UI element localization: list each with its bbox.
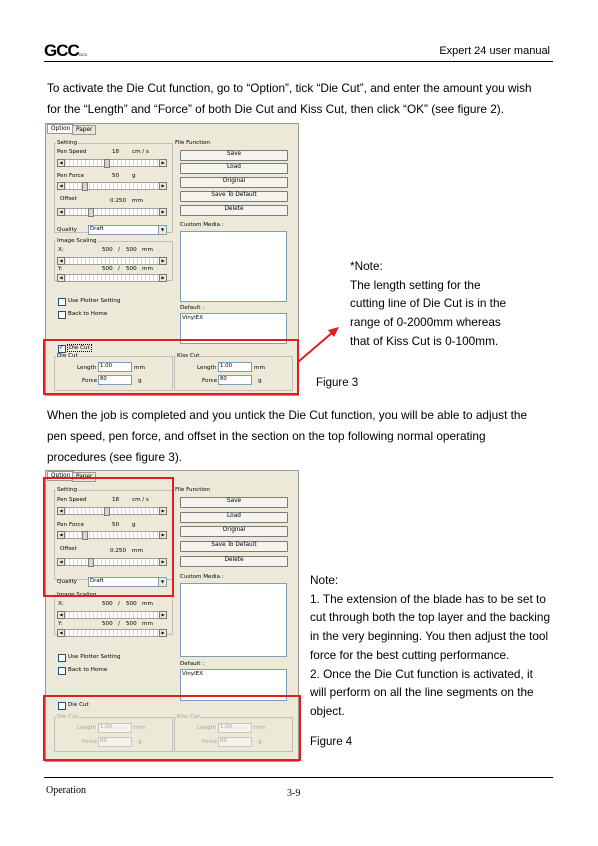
intro-line: To activate the Die Cut function, go to “Option”, tick “Die Cut”, and enter the amount you wish [47, 81, 532, 95]
scale-y-slider[interactable] [57, 274, 167, 282]
logo-main: GCC [44, 41, 79, 60]
scale-x-slider[interactable] [57, 611, 167, 619]
note-line: range of 0-2000mm whereas [350, 315, 501, 330]
custom-media-label: Custom Media : [180, 222, 224, 228]
die-length-input[interactable]: 1.00 [98, 723, 132, 733]
arrow-icon [295, 320, 345, 365]
note-line: Note: [310, 573, 339, 587]
slider-right-icon[interactable]: ▶ [159, 611, 167, 619]
die-cut-label: Die Cut [69, 345, 90, 351]
die-cut-label: Die Cut [68, 702, 89, 708]
note-line: 2. Once the Die Cut function is activated, it [310, 666, 533, 681]
note-line: cut through both the top layer and the backing [310, 610, 551, 625]
slider-left-icon[interactable]: ◀ [57, 629, 65, 637]
note-1 [350, 257, 550, 351]
die-cut-disabled-highlight-box [43, 695, 301, 761]
intro-paragraph [47, 78, 562, 120]
slider-left-icon[interactable]: ◀ [57, 611, 65, 619]
note-line: will perform on all the line segments on the [310, 685, 534, 700]
tab-option[interactable]: Option [47, 124, 74, 134]
file-function-title: File Function [175, 487, 210, 493]
scale-x-slider[interactable] [57, 257, 167, 265]
load-button[interactable]: Load [180, 512, 288, 523]
chevron-down-icon[interactable]: ▼ [158, 578, 166, 586]
pen-force-label: Pen Force [57, 522, 85, 528]
pen-force-slider[interactable] [57, 182, 167, 190]
die-cut-highlight-box [43, 339, 299, 395]
quality-select[interactable] [88, 225, 167, 235]
slider-left-icon[interactable]: ◀ [57, 257, 65, 265]
scale-unit: mm [142, 601, 153, 607]
g-unit: g [258, 378, 262, 384]
slider-left-icon[interactable]: ◀ [57, 159, 65, 167]
default-media-item[interactable]: VinylEX [182, 315, 204, 321]
quality-label: Quality [57, 579, 77, 585]
setting-title: Setting [57, 487, 78, 493]
slider-left-icon[interactable]: ◀ [57, 274, 65, 282]
offset-unit: mm [132, 198, 143, 204]
slider-thumb[interactable] [88, 208, 94, 217]
default-label: Default : [180, 305, 205, 311]
g-unit: g [138, 739, 142, 745]
die-length-label: Length [77, 725, 97, 731]
note-line: object. [310, 703, 345, 718]
g-unit: g [138, 378, 142, 384]
scale-y-slider[interactable] [57, 629, 167, 637]
footer-section: Operation [46, 785, 86, 796]
scale-x-label: X: [58, 601, 64, 607]
use-plotter-setting-label: Use Plotter Setting [68, 298, 121, 304]
note-line: force for the best cutting performance. [310, 647, 510, 662]
save-button[interactable]: Save [180, 497, 288, 508]
offset-label: Offset [60, 546, 77, 552]
g-unit: g [258, 739, 262, 745]
die-force-label: Force [82, 739, 98, 745]
die-length-label: Length [77, 365, 97, 371]
delete-button[interactable]: Delete [180, 556, 288, 567]
default-label: Default : [180, 661, 205, 667]
page-number: 3-9 [287, 788, 301, 799]
slider-right-icon[interactable]: ▶ [159, 182, 167, 190]
quality-value: Draft [90, 226, 104, 232]
scale-sep: / [118, 266, 120, 272]
die-cut-group-title: Die Cut [57, 714, 78, 720]
delete-button[interactable]: Delete [180, 205, 288, 216]
image-scaling-title: Image Scaling [57, 238, 97, 244]
middle-line: procedures (see figure 3). [47, 450, 183, 464]
slider-left-icon[interactable]: ◀ [57, 531, 65, 539]
note-line: 1. The extension of the blade has to be set to [310, 591, 546, 606]
pen-speed-slider[interactable] [57, 159, 167, 167]
custom-media-list[interactable] [180, 583, 287, 657]
default-media-item[interactable]: VinylEX [182, 671, 204, 677]
kiss-cut-group-title: Kiss Cut [177, 714, 200, 720]
pen-force-value: 50 [112, 173, 120, 179]
pen-force-value: 50 [112, 522, 120, 528]
gcc-logo [44, 41, 88, 61]
pen-speed-value: 18 [112, 149, 120, 155]
back-to-home-label: Back to Home [68, 311, 108, 317]
footer-rule [44, 777, 553, 778]
pen-speed-label: Pen Speed [57, 497, 87, 503]
middle-line: pen speed, pen force, and offset in the section on the top following normal operating [47, 429, 486, 443]
kiss-force-label: Force [202, 739, 218, 745]
slider-thumb[interactable] [82, 182, 88, 191]
slider-left-icon[interactable]: ◀ [57, 182, 65, 190]
slider-left-icon[interactable]: ◀ [57, 507, 65, 515]
offset-label: Offset [60, 196, 77, 202]
note-line: that of Kiss Cut is 0-100mm. [350, 333, 499, 348]
slider-left-icon[interactable]: ◀ [57, 558, 65, 566]
pen-speed-label: Pen Speed [57, 149, 87, 155]
note-line: in the very beginning. You then adjust the tool [310, 629, 549, 644]
kiss-length-label: Length [197, 365, 217, 371]
die-cut-group-title: Die Cut [57, 353, 78, 359]
pen-force-unit: g [132, 173, 136, 179]
scale-y-max: 500 [126, 621, 137, 627]
scale-x-label: X: [58, 247, 64, 253]
scale-y-max: 500 [126, 266, 137, 272]
pen-speed-unit: cm / s [132, 149, 149, 155]
original-button[interactable]: Original [180, 177, 288, 188]
back-to-home-checkbox[interactable] [58, 311, 66, 319]
manual-title: Expert 24 user manual [439, 45, 550, 57]
kiss-cut-group-title: Kiss Cut [177, 353, 200, 359]
file-function-title: File Function [175, 140, 210, 146]
die-force-label: Force [82, 378, 98, 384]
back-to-home-checkbox[interactable] [58, 667, 66, 675]
kiss-force-input[interactable]: 80 [218, 375, 252, 385]
middle-paragraph [47, 405, 562, 468]
quality-value: Draft [90, 578, 104, 584]
offset-value: 0.250 [110, 548, 127, 554]
chevron-down-icon[interactable]: ▼ [158, 226, 166, 234]
header-rule [44, 61, 553, 62]
scale-x-value: 500 [102, 247, 113, 253]
use-plotter-setting-checkbox[interactable] [58, 654, 66, 662]
mm-unit: mm [254, 725, 265, 731]
mm-unit: mm [254, 365, 265, 371]
slider-right-icon[interactable]: ▶ [159, 507, 167, 515]
scale-y-value: 500 [102, 266, 113, 272]
note-line: The length setting for the [350, 277, 481, 292]
die-force-input[interactable]: 80 [98, 737, 132, 747]
save-button[interactable]: Save [180, 150, 288, 161]
tab-paper[interactable]: Paper [72, 125, 96, 135]
setting-highlight-box [43, 477, 174, 597]
image-scaling-title: Image Scaling [57, 592, 97, 598]
tab-paper[interactable]: Paper [72, 472, 96, 482]
save-to-default-button[interactable]: Save To Default [180, 541, 288, 552]
kiss-length-label: Length [197, 725, 217, 731]
original-button[interactable]: Original [180, 526, 288, 537]
mm-unit: mm [134, 365, 145, 371]
scale-y-value: 500 [102, 621, 113, 627]
scale-x-max: 500 [126, 601, 137, 607]
slider-thumb[interactable] [104, 159, 110, 168]
kiss-force-input[interactable]: 80 [218, 737, 252, 747]
setting-title: Setting [57, 140, 78, 146]
scale-unit: mm [142, 266, 153, 272]
logo-small: GCC [78, 52, 88, 57]
intro-line: for the “Length” and “Force” of both Die Cut and Kiss Cut, then click “OK” (see figure 2). [47, 102, 505, 116]
figure-4-label: Figure 4 [310, 736, 353, 748]
slider-right-icon[interactable]: ▶ [159, 257, 167, 265]
scale-sep: / [118, 601, 120, 607]
kiss-length-input[interactable]: 1.00 [218, 362, 252, 372]
pen-force-unit: g [132, 522, 136, 528]
slider-right-icon[interactable]: ▶ [159, 159, 167, 167]
load-button[interactable]: Load [180, 163, 288, 174]
back-to-home-label: Back to Home [68, 667, 108, 673]
kiss-force-label: Force [202, 378, 218, 384]
figure-3-label: Figure 3 [316, 377, 359, 389]
tab-option[interactable]: Option [47, 471, 74, 481]
slider-right-icon[interactable]: ▶ [159, 629, 167, 637]
pen-speed-value: 18 [112, 497, 120, 503]
note-2 [310, 571, 560, 721]
mm-unit: mm [134, 725, 145, 731]
quality-label: Quality [57, 227, 77, 233]
scale-x-max: 500 [126, 247, 137, 253]
scale-y-label: Y: [58, 266, 63, 272]
scale-sep: / [118, 621, 120, 627]
scale-unit: mm [142, 247, 153, 253]
scale-unit: mm [142, 621, 153, 627]
custom-media-list[interactable] [180, 231, 287, 302]
scale-x-value: 500 [102, 601, 113, 607]
offset-slider[interactable] [57, 208, 167, 216]
offset-value: 0.250 [110, 198, 127, 204]
die-force-input[interactable]: 80 [98, 375, 132, 385]
note-line: *Note: [350, 259, 383, 273]
use-plotter-setting-checkbox[interactable] [58, 298, 66, 306]
middle-line: When the job is completed and you untick the Die Cut function, you will be able to adjust the [47, 408, 528, 422]
kiss-length-input[interactable]: 1.00 [218, 723, 252, 733]
slider-right-icon[interactable]: ▶ [159, 208, 167, 216]
die-length-input[interactable]: 1.00 [98, 362, 132, 372]
slider-left-icon[interactable]: ◀ [57, 208, 65, 216]
save-to-default-button[interactable]: Save To Default [180, 191, 288, 202]
scale-sep: / [118, 247, 120, 253]
note-line: cutting line of Die Cut is in the [350, 296, 507, 311]
pen-speed-unit: cm / s [132, 497, 149, 503]
use-plotter-setting-label: Use Plotter Setting [68, 654, 121, 660]
custom-media-label: Custom Media : [180, 574, 224, 580]
scale-y-label: Y: [58, 621, 63, 627]
pen-force-label: Pen Force [57, 173, 85, 179]
slider-right-icon[interactable]: ▶ [159, 531, 167, 539]
checkmark-icon: ✓ [59, 344, 65, 351]
offset-unit: mm [132, 548, 143, 554]
slider-right-icon[interactable]: ▶ [159, 558, 167, 566]
slider-right-icon[interactable]: ▶ [159, 274, 167, 282]
